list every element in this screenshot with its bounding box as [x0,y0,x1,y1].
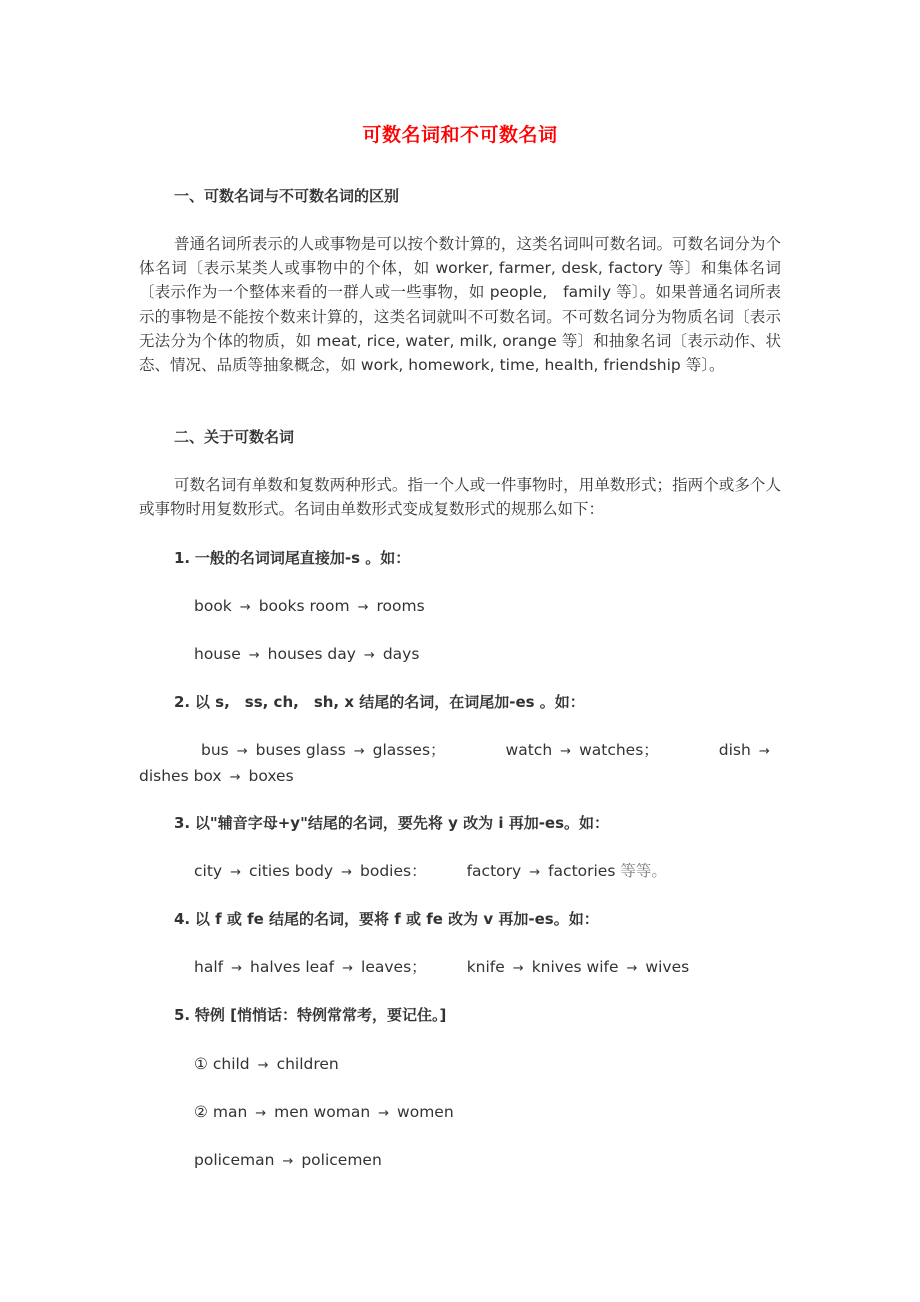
section-1-paragraph: 普通名词所表示的人或事物是可以按个数计算的，这类名词叫可数名词。可数名词分为个体名词〔表示某类人或事物中的个体，如 worker, farmer, desk, factory 等〕和集体名词〔表示作为一个整体来看的一群人或一些事物，如 people, family 等〕。如果普通名词所表示的事物是不能按个数来计算的，这类名词就叫不可数名词。不可数名词分为物质名词〔表示无法分为个体的物质，如 meat, rice, water, milk, orange 等〕和抽象名词〔表示动作、状态、情况、品质等抽象概念，如 work, homework, time, health, friendship 等〕。 [139,235,781,375]
arrow-icon: → [357,600,369,615]
plural-word: women [397,1103,454,1121]
plural-word: days [382,645,420,663]
rule-1 [139,546,816,570]
circled-number-marker: ② [194,1103,208,1121]
rule-1-example-2 [139,642,836,668]
plural-word: factories [548,862,616,880]
rule-number: 5. [174,1006,191,1024]
rule-5-example-3 [139,1148,836,1174]
singular-word: dish [718,741,751,759]
arrow-icon: → [236,744,248,759]
plural-word: children [276,1055,339,1073]
arrow-icon: → [341,865,352,880]
plural-word: boxes [248,767,294,786]
arrow-icon: → [363,648,375,663]
arrow-icon: → [529,865,541,880]
arrow-icon: → [239,600,251,615]
rule-text: 以"辅音字母+y"结尾的名词，要先将 y 改为 i 再加-es。如： [194,814,610,832]
plural-word: glasses； [372,741,446,759]
singular-word: child [212,1055,250,1073]
plural-word: books room [258,597,350,615]
plural-word: men woman [274,1103,371,1121]
singular-word: book [194,597,232,615]
singular-word: city [194,862,223,880]
plural-word: cities body [249,862,334,880]
rule-number: 1. [174,549,191,567]
plural-word: wives [645,958,690,976]
singular-word: knife [466,958,505,976]
section-2-paragraph: 可数名词有单数和复数两种形式。指一个人或一件事物时，用单数形式；指两个或多个人或事物时用复数形式。名词由单数形式变成复数形式的规那么如下： [139,476,781,519]
singular-word: house [194,645,241,663]
arrow-icon: → [378,1106,390,1121]
arrow-icon: → [512,961,524,976]
rule-2 [139,690,816,714]
plural-word: dishes box [139,767,222,786]
rule-3-example-1 [139,859,836,885]
singular-word: factory [466,862,522,880]
plural-word: buses glass [255,741,346,759]
rule-text: 以 s, ss, ch, sh, x 结尾的名词，在词尾加-es 。如： [194,693,585,711]
arrow-icon: → [255,1106,267,1121]
singular-word: half [194,958,224,976]
singular-word: watch [505,741,553,759]
rule-number: 4. [174,910,191,928]
arrow-icon: → [353,744,365,759]
arrow-icon: → [560,744,572,759]
arrow-icon: → [282,1154,294,1169]
rule-number: 3. [174,814,191,832]
rule-text: 特例 [悄悄话：特例常常考，要记住。] [194,1006,447,1024]
singular-word: man [212,1103,248,1121]
arrow-icon: → [758,744,770,759]
rule-5 [139,1003,816,1027]
arrow-icon: → [248,648,260,663]
section-1-heading: 一、可数名词与不可数名词的区别 [174,187,400,205]
plural-word: leaves； [361,958,427,976]
rule-number: 2. [174,693,191,711]
singular-word: policeman [194,1151,275,1169]
rule-5-example-1 [139,1052,836,1078]
singular-word: bus [201,741,229,759]
rule-1-example-1 [139,594,836,620]
rule-2-example-1 [139,738,781,790]
rule-4 [139,907,816,931]
plural-word: rooms [376,597,425,615]
plural-word: houses day [267,645,356,663]
rule-text: 一般的名词词尾直接加-s 。如： [194,549,411,567]
arrow-icon: → [231,961,242,976]
plural-word: watches； [579,741,659,759]
rule-4-example-1 [139,955,836,981]
circled-number-marker: ① [194,1055,208,1073]
document-title: 可数名词和不可数名词 [362,124,558,146]
plural-word: halves leaf [250,958,335,976]
plural-word: bodies： [360,862,427,880]
rule-3 [139,811,816,835]
arrow-icon: → [342,961,354,976]
arrow-icon: → [230,865,241,880]
etc-text: 等等。 [620,862,667,880]
rule-text: 以 f 或 fe 结尾的名词，要将 f 或 fe 改为 v 再加-es。如： [194,910,599,928]
section-2-heading: 二、关于可数名词 [174,428,295,446]
arrow-icon: → [229,770,241,786]
plural-word: policemen [301,1151,382,1169]
rule-5-example-2 [139,1100,836,1126]
plural-word: knives wife [531,958,619,976]
arrow-icon: → [257,1058,269,1073]
arrow-icon: → [626,961,638,976]
